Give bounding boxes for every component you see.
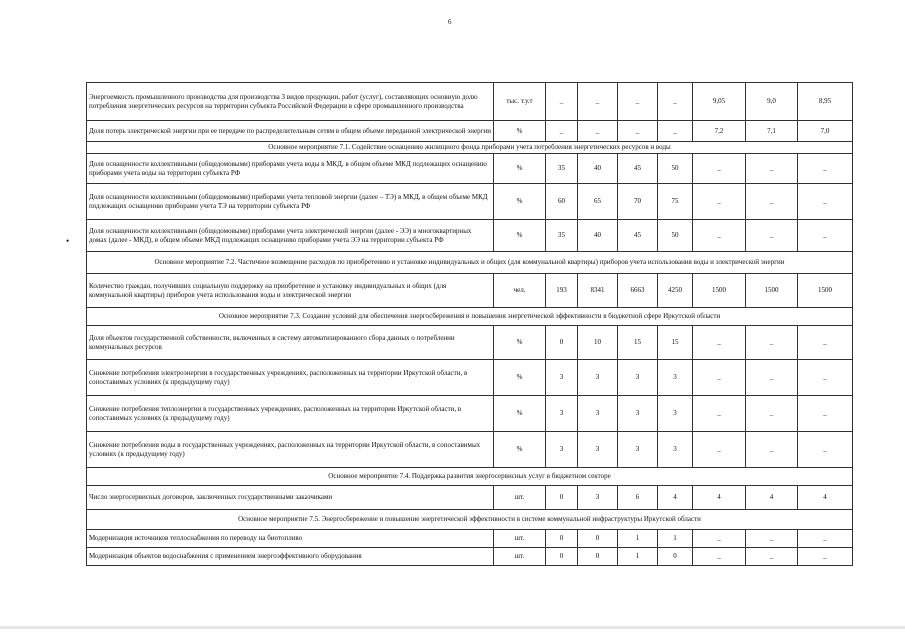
indicator-name: Доля оснащенности коллективными (общедомовыми) приборами учета воды в МКД, в общем объеме МКД подлежащих оснащению приборами учета воды на территории субъекта РФ xyxy=(87,154,494,184)
value-cell: _ xyxy=(618,121,658,142)
section-row xyxy=(87,142,853,154)
indicator-name: Доля оснащенности коллективными (общедомовыми) приборами учета тепловой энергии (далее – ТЭ) в МКД, в общем объеме МКД подлежащих оснащению приборами учета ТЭ на территории субъекта РФ xyxy=(87,184,494,220)
page-number: 6 xyxy=(448,18,452,26)
indicator-name: Снижение потребления электроэнергии в государственных учреждениях, расположенных на территории Иркутской области, в сопоставимых условиях (к предыдущему году) xyxy=(87,360,494,396)
indicator-name: Количество граждан, получивших социальную поддержку на приобретение и установку индивидуальных и общих (для коммунальной квартиры) приборов учета использования воды и электрической энергии xyxy=(87,274,494,308)
section-row xyxy=(87,510,853,530)
value-cell: 1500 xyxy=(798,274,853,308)
value-cell: 1 xyxy=(618,530,658,548)
table-row xyxy=(87,220,853,252)
value-cell: _ xyxy=(693,184,746,220)
value-cell: _ xyxy=(798,360,853,396)
section-row xyxy=(87,252,853,274)
value-cell: 3 xyxy=(618,360,658,396)
value-cell: 3 xyxy=(658,396,693,432)
unit-cell: % xyxy=(494,396,546,432)
value-cell: 3 xyxy=(658,360,693,396)
table-row xyxy=(87,432,853,468)
value-cell: 3 xyxy=(578,396,618,432)
unit-cell: % xyxy=(494,432,546,468)
table-row xyxy=(87,184,853,220)
value-cell: _ xyxy=(798,530,853,548)
value-cell: _ xyxy=(693,396,746,432)
value-cell: 1500 xyxy=(693,274,746,308)
value-cell: _ xyxy=(746,184,798,220)
value-cell: 1 xyxy=(658,530,693,548)
value-cell: 3 xyxy=(546,360,578,396)
value-cell: _ xyxy=(746,548,798,566)
indicator-name: Снижение потребления воды в государственных учреждениях, расположенных на территории Иркутской области, в сопоставимых условиях (к предыдущему году) xyxy=(87,432,494,468)
table-row xyxy=(87,530,853,548)
indicator-name: Энергоемкость промышленного производства для производства 3 видов продукции, работ (услуг), составляющих основную долю потребления энергетических ресурсов на территории субъекта Российской Федерации в сфере промышленного производства xyxy=(87,83,494,121)
indicator-name: Доля оснащенности коллективными (общедомовыми) приборами учета электрической энергии (далее - ЭЭ) в многоквартирных домах (далее - МКД), в общем объеме МКД подлежащих оснащению приборами учета ЭЭ на территории субъекта РФ xyxy=(87,220,494,252)
unit-cell: шт. xyxy=(494,486,546,510)
value-cell: 3 xyxy=(546,432,578,468)
unit-cell: % xyxy=(494,184,546,220)
value-cell: _ xyxy=(798,396,853,432)
section-title: Основное мероприятие 7.2. Частичное возмещение расходов по приобретению и установке индивидуальных и общих (для коммунальной квартиры) приборов учета использования воды и электрической энергии xyxy=(87,252,853,274)
value-cell: 7,2 xyxy=(693,121,746,142)
margin-mark: • xyxy=(66,236,70,246)
section-title: Основное мероприятие 7.1. Содействие оснащению жилищного фонда приборами учета потребления энергетических ресурсов и воды xyxy=(87,142,853,154)
value-cell: _ xyxy=(798,432,853,468)
value-cell: _ xyxy=(798,184,853,220)
value-cell: 0 xyxy=(546,530,578,548)
value-cell: 3 xyxy=(658,432,693,468)
value-cell: _ xyxy=(798,220,853,252)
value-cell: _ xyxy=(746,326,798,360)
unit-cell: тыс. т.у.т xyxy=(494,83,546,121)
value-cell: _ xyxy=(693,220,746,252)
indicator-name: Доля объектов государственной собственности, включенных в систему автоматизированного сбора данных о потреблении коммунальных ресурсов xyxy=(87,326,494,360)
value-cell: 40 xyxy=(578,154,618,184)
value-cell: _ xyxy=(798,154,853,184)
value-cell: _ xyxy=(693,548,746,566)
value-cell: _ xyxy=(693,326,746,360)
unit-cell: % xyxy=(494,121,546,142)
unit-cell: % xyxy=(494,326,546,360)
value-cell: 3 xyxy=(618,432,658,468)
value-cell: 0 xyxy=(658,548,693,566)
value-cell: 15 xyxy=(658,326,693,360)
scan-edge xyxy=(0,626,905,629)
table-row xyxy=(87,274,853,308)
section-title: Основное мероприятие 7.3. Создание условий для обеспечения энергосбережения и повышения энергетической эффективности в бюджетной сфере Иркутской области xyxy=(87,308,853,326)
value-cell: 35 xyxy=(546,220,578,252)
value-cell: 9,05 xyxy=(693,83,746,121)
indicators-table xyxy=(86,82,853,566)
value-cell: 3 xyxy=(578,432,618,468)
value-cell: 75 xyxy=(658,184,693,220)
table-row xyxy=(87,121,853,142)
unit-cell: чел. xyxy=(494,274,546,308)
table-row xyxy=(87,360,853,396)
value-cell: 50 xyxy=(658,220,693,252)
value-cell: 40 xyxy=(578,220,618,252)
value-cell: _ xyxy=(746,154,798,184)
unit-cell: % xyxy=(494,220,546,252)
value-cell: 60 xyxy=(546,184,578,220)
table-row xyxy=(87,548,853,566)
value-cell: _ xyxy=(746,360,798,396)
value-cell: _ xyxy=(546,83,578,121)
value-cell: 7,1 xyxy=(746,121,798,142)
value-cell: _ xyxy=(693,154,746,184)
value-cell: _ xyxy=(798,326,853,360)
value-cell: _ xyxy=(798,548,853,566)
value-cell: 0 xyxy=(578,548,618,566)
value-cell: 4 xyxy=(746,486,798,510)
value-cell: 1 xyxy=(618,548,658,566)
section-row xyxy=(87,468,853,486)
value-cell: 4 xyxy=(693,486,746,510)
value-cell: 9,0 xyxy=(746,83,798,121)
indicator-name: Число энергосервисных договоров, заключенных государственными заказчиками xyxy=(87,486,494,510)
value-cell: 6 xyxy=(618,486,658,510)
value-cell: 3 xyxy=(578,360,618,396)
indicator-name: Снижение потребления теплоэнергии в государственных учреждениях, расположенных на территории Иркутской области, в сопоставимых условиях (к предыдущему году) xyxy=(87,396,494,432)
table-row xyxy=(87,83,853,121)
value-cell: _ xyxy=(746,432,798,468)
table-row xyxy=(87,154,853,184)
section-title: Основное мероприятие 7.5. Энергосбережение и повышение энергетической эффективности в системе коммунальной инфраструктуры Иркутской области xyxy=(87,510,853,530)
value-cell: 50 xyxy=(658,154,693,184)
value-cell: 0 xyxy=(578,530,618,548)
value-cell: 6663 xyxy=(618,274,658,308)
value-cell: 4250 xyxy=(658,274,693,308)
section-row xyxy=(87,308,853,326)
value-cell: _ xyxy=(746,530,798,548)
value-cell: _ xyxy=(578,121,618,142)
value-cell: 70 xyxy=(618,184,658,220)
value-cell: _ xyxy=(693,530,746,548)
value-cell: 4 xyxy=(798,486,853,510)
value-cell: 3 xyxy=(546,396,578,432)
unit-cell: % xyxy=(494,360,546,396)
value-cell: 15 xyxy=(618,326,658,360)
value-cell: _ xyxy=(693,360,746,396)
value-cell: 3 xyxy=(578,486,618,510)
value-cell: _ xyxy=(658,83,693,121)
value-cell: 1500 xyxy=(746,274,798,308)
value-cell: _ xyxy=(746,396,798,432)
unit-cell: шт. xyxy=(494,530,546,548)
value-cell: _ xyxy=(746,220,798,252)
table-row xyxy=(87,486,853,510)
value-cell: 193 xyxy=(546,274,578,308)
table-row xyxy=(87,326,853,360)
value-cell: 10 xyxy=(578,326,618,360)
value-cell: 0 xyxy=(546,548,578,566)
value-cell: 45 xyxy=(618,220,658,252)
indicator-name: Модернизация источников теплоснабжения по переводу на биотопливо xyxy=(87,530,494,548)
unit-cell: % xyxy=(494,154,546,184)
unit-cell: шт. xyxy=(494,548,546,566)
value-cell: _ xyxy=(693,432,746,468)
value-cell: 45 xyxy=(618,154,658,184)
value-cell: 7,0 xyxy=(798,121,853,142)
value-cell: _ xyxy=(618,83,658,121)
value-cell: 8,95 xyxy=(798,83,853,121)
indicator-name: Модернизация объектов водоснабжения с применением энергоэффективного оборудования xyxy=(87,548,494,566)
value-cell: 0 xyxy=(546,326,578,360)
value-cell: 4 xyxy=(658,486,693,510)
value-cell: 0 xyxy=(546,486,578,510)
value-cell: _ xyxy=(546,121,578,142)
value-cell: _ xyxy=(578,83,618,121)
value-cell: 65 xyxy=(578,184,618,220)
indicator-name: Доля потерь электрической энергии при ее передаче по распределительным сетям в общем объеме переданной электрической энергии xyxy=(87,121,494,142)
value-cell: _ xyxy=(658,121,693,142)
value-cell: 3 xyxy=(618,396,658,432)
table-row xyxy=(87,396,853,432)
section-title: Основное мероприятие 7.4. Поддержка развития энергосервисных услуг в бюджетном секторе xyxy=(87,468,853,486)
value-cell: 35 xyxy=(546,154,578,184)
value-cell: 8341 xyxy=(578,274,618,308)
